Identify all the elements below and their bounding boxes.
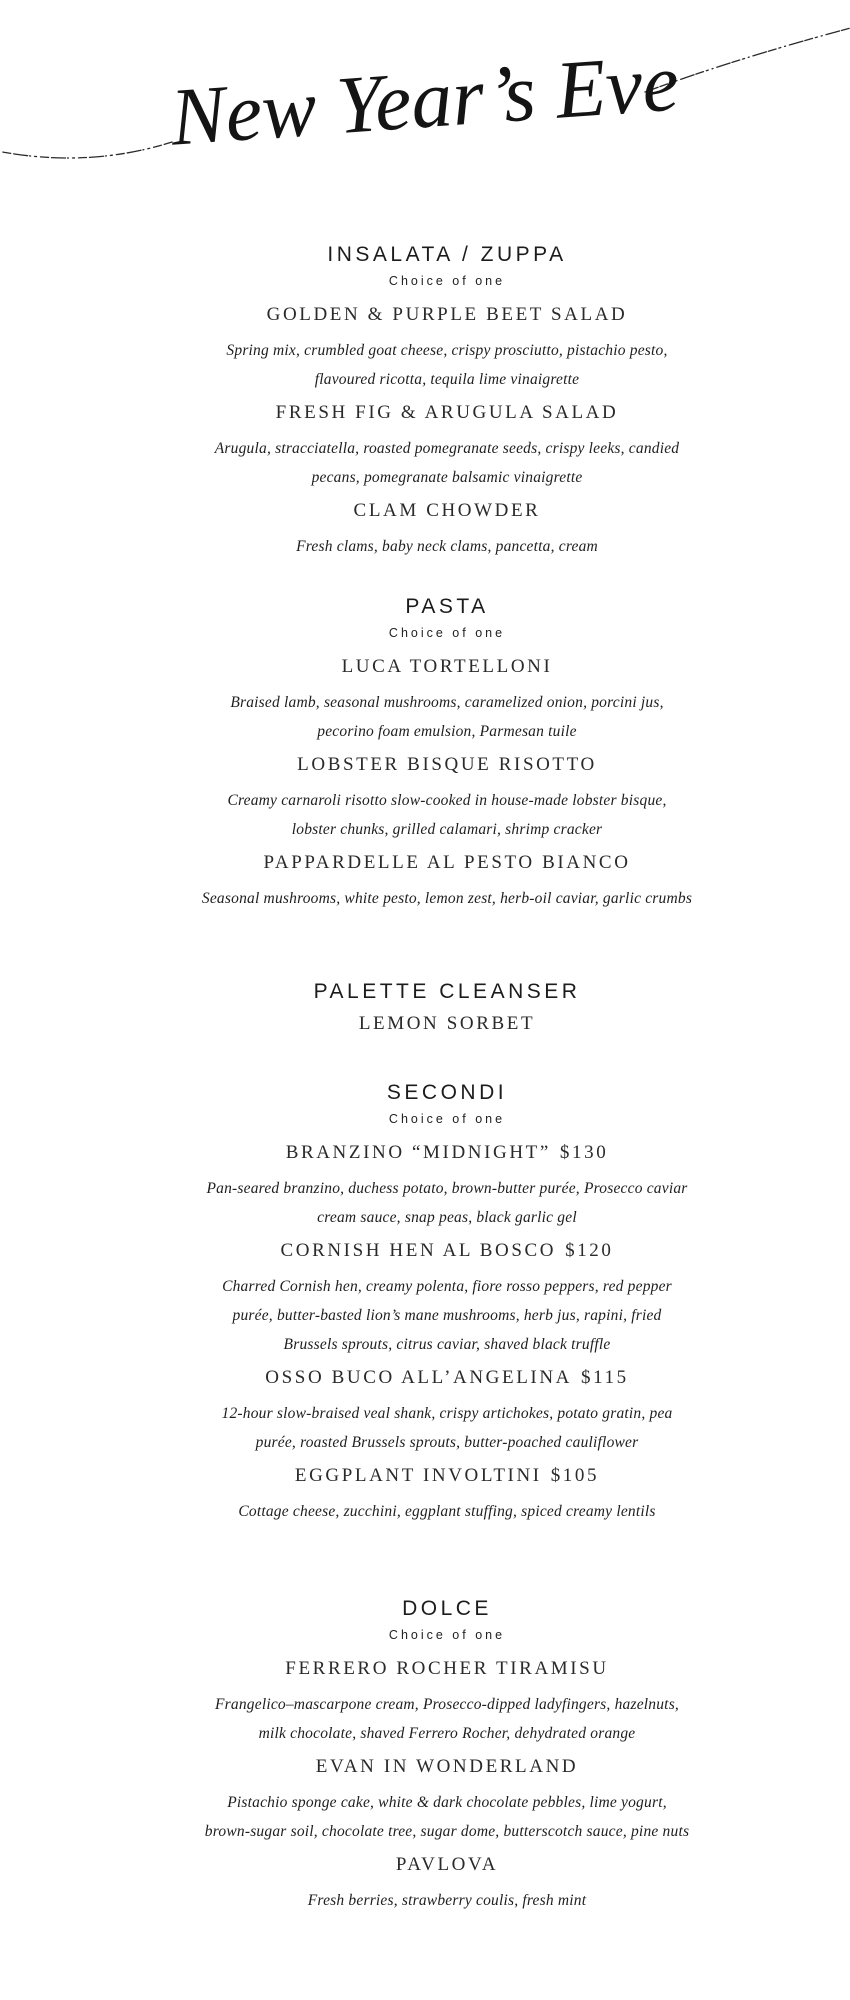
dish-name-text: EGGPLANT INVOLTINI [294, 1465, 542, 1486]
dish-name-text: CORNISH HEN AL BOSCO [280, 1240, 557, 1261]
section-title: PASTA [405, 595, 489, 618]
dish [97, 654, 797, 746]
dish-name: CLAM CHOWDER [353, 500, 541, 521]
dish-description-line: Fresh berries, strawberry coulis, fresh mint [307, 1892, 587, 1909]
dish-description-line: pecorino foam emulsion, Parmesan tuile [317, 723, 577, 740]
dish-name: LOBSTER BISQUE RISOTTO [297, 754, 597, 775]
dish-name [97, 1365, 797, 1391]
dish-description-line: brown-sugar soil, chocolate tree, sugar dome, butterscotch sauce, pine nuts [204, 1823, 690, 1840]
dish-description-line: Charred Cornish hen, creamy polenta, fiore rosso peppers, red pepper [222, 1278, 672, 1295]
section-title: DOLCE [402, 1597, 492, 1620]
dish-description-line: lobster chunks, grilled calamari, shrimp cracker [291, 821, 603, 838]
dish-description-line: cream sauce, snap peas, black garlic gel [317, 1209, 577, 1226]
dish-description-line: Seasonal mushrooms, white pesto, lemon zest, herb-oil caviar, garlic crumbs [201, 890, 693, 907]
section-title: SECONDI [386, 1081, 508, 1104]
dish-price: $120 [565, 1240, 614, 1261]
dish-price: $115 [580, 1367, 629, 1388]
dish-name-text: BRANZINO “MIDNIGHT” [285, 1142, 551, 1163]
dish-description-line: Frangelico–mascarpone cream, Prosecco-dipped ladyfingers, hazelnuts, [214, 1696, 679, 1713]
dish-description-line: purée, butter-basted lion’s mane mushrooms, herb jus, rapini, fried [232, 1307, 662, 1324]
menu-title-script: New Year’s Eve [167, 36, 682, 163]
section-subtitle: Choice of one [388, 1628, 506, 1642]
dish-name-text: OSSO BUCO ALL’ANGELINA [265, 1367, 572, 1388]
dish [97, 850, 797, 913]
dish-name: GOLDEN & PURPLE BEET SALAD [266, 304, 628, 325]
dish-name: EVAN IN WONDERLAND [315, 1756, 579, 1777]
dish-description-line: Braised lamb, seasonal mushrooms, caramelized onion, porcini jus, [230, 694, 664, 711]
dish-price: $105 [550, 1465, 600, 1486]
section-dolce [97, 1596, 797, 1915]
dish-name [97, 1140, 797, 1166]
dish-description-line: Cottage cheese, zucchini, eggplant stuffing, spiced creamy lentils [238, 1503, 656, 1520]
section-title: PALETTE CLEANSER [313, 980, 581, 1003]
dish [97, 302, 797, 394]
section-insalata-zuppa [97, 242, 797, 561]
section-subtitle: Choice of one [388, 626, 506, 640]
dish-name [97, 1463, 797, 1489]
section-palette-cleanser [97, 979, 797, 1037]
dish-name [97, 1238, 797, 1264]
dish [97, 1238, 797, 1359]
header-flourish-graphic [0, 0, 850, 200]
dish-name: LUCA TORTELLONI [341, 656, 553, 677]
menu-body [97, 242, 797, 1915]
dish-description-line: milk chocolate, shaved Ferrero Rocher, dehydrated orange [258, 1725, 636, 1742]
dish [97, 752, 797, 844]
dish [97, 1011, 797, 1037]
section-secondi [97, 1080, 797, 1526]
dish-name: PAVLOVA [395, 1854, 499, 1875]
dish-description-line: flavoured ricotta, tequila lime vinaigrette [314, 371, 580, 388]
dish-description-line: Pistachio sponge cake, white & dark chocolate pebbles, lime yogurt, [227, 1794, 667, 1811]
dish-description-line: Arugula, stracciatella, roasted pomegranate seeds, crispy leeks, candied [214, 440, 680, 457]
dish-description-line: Creamy carnaroli risotto slow-cooked in house-made lobster bisque, [227, 792, 667, 809]
dish-name: FERRERO ROCHER TIRAMISU [285, 1658, 609, 1679]
dish-description-line: Brussels sprouts, citrus caviar, shaved black truffle [283, 1336, 611, 1353]
section-title: INSALATA / ZUPPA [327, 243, 567, 266]
dish [97, 1852, 797, 1915]
dish-description-line: pecans, pomegranate balsamic vinaigrette [311, 469, 583, 486]
dish-description-line: Fresh clams, baby neck clams, pancetta, cream [296, 538, 598, 555]
section-subtitle: Choice of one [388, 274, 506, 288]
dish [97, 1365, 797, 1457]
dish-description-line: purée, roasted Brussels sprouts, butter-poached cauliflower [255, 1434, 639, 1451]
dish [97, 1656, 797, 1748]
dish-name: FRESH FIG & ARUGULA SALAD [275, 402, 619, 423]
dish-description-line: Pan-seared branzino, duchess potato, brown-butter purée, Prosecco caviar [206, 1180, 688, 1197]
dish [97, 1140, 797, 1232]
dish [97, 498, 797, 561]
dish-description-line: 12-hour slow-braised veal shank, crispy artichokes, potato gratin, pea [221, 1405, 673, 1422]
left-flourish-line [0, 142, 172, 158]
dish-description-line: Spring mix, crumbled goat cheese, crispy prosciutto, pistachio pesto, [226, 342, 668, 359]
section-subtitle: Choice of one [388, 1112, 506, 1126]
dish [97, 1463, 797, 1526]
dish [97, 400, 797, 492]
section-pasta [97, 594, 797, 913]
menu-header [0, 0, 850, 190]
dish [97, 1754, 797, 1846]
dish-name: LEMON SORBET [358, 1013, 536, 1034]
dish-price: $130 [559, 1142, 609, 1163]
dish-name: PAPPARDELLE AL PESTO BIANCO [263, 852, 631, 873]
